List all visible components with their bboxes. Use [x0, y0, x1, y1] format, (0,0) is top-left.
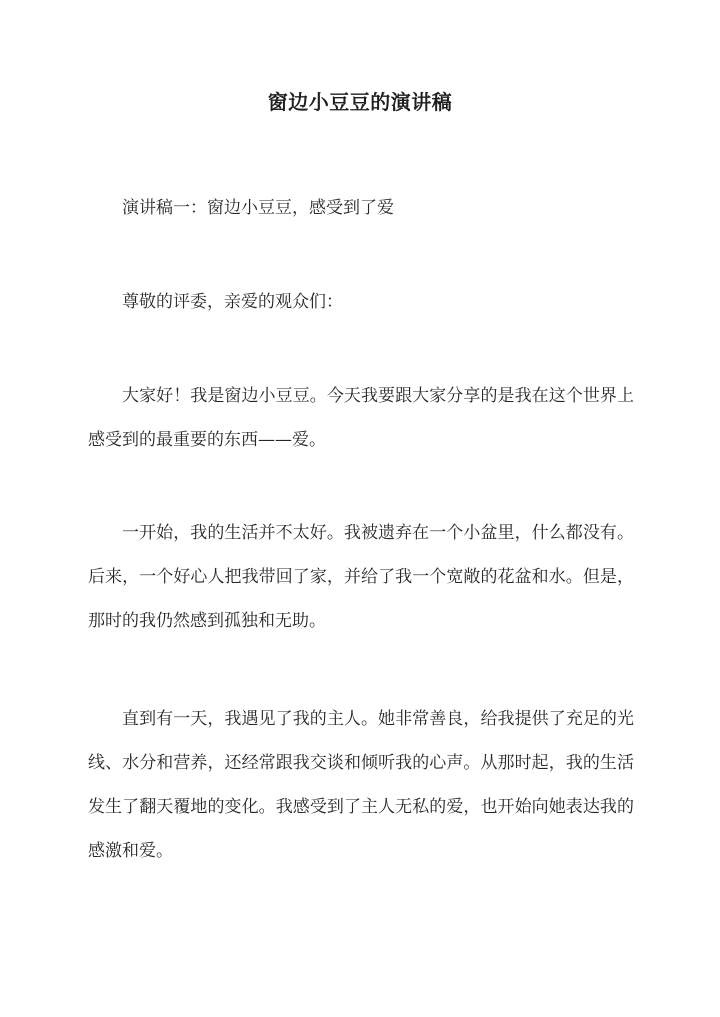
page-title: 窗边小豆豆的演讲稿 — [267, 90, 453, 114]
paragraph-early-life: 一开始，我的生活并不太好。我被遗弃在一个小盆里，什么都没有。后来，一个好心人把我带回了家，并给了我一个宽敞的花盆和水。但是，那时的我仍然感到孤独和无助。 — [88, 523, 634, 631]
paragraph-introduction: 大家好！我是窗边小豆豆。今天我要跟大家分享的是我在这个世界上感受到的最重要的东西——爱。 — [88, 386, 634, 450]
paragraph-speech-heading: 演讲稿一：窗边小豆豆，感受到了爱 — [122, 198, 394, 218]
paragraph-greeting: 尊敬的评委，亲爱的观众们： — [122, 292, 343, 312]
paragraph-meeting-owner: 直到有一天，我遇见了我的主人。她非常善良，给我提供了充足的光线、水分和营养，还经常跟我交谈和倾听我的心声。从那时起，我的生活发生了翻天覆地的变化。我感受到了主人无私的爱，也开始向她表达我的感激和爱。 — [88, 709, 634, 861]
